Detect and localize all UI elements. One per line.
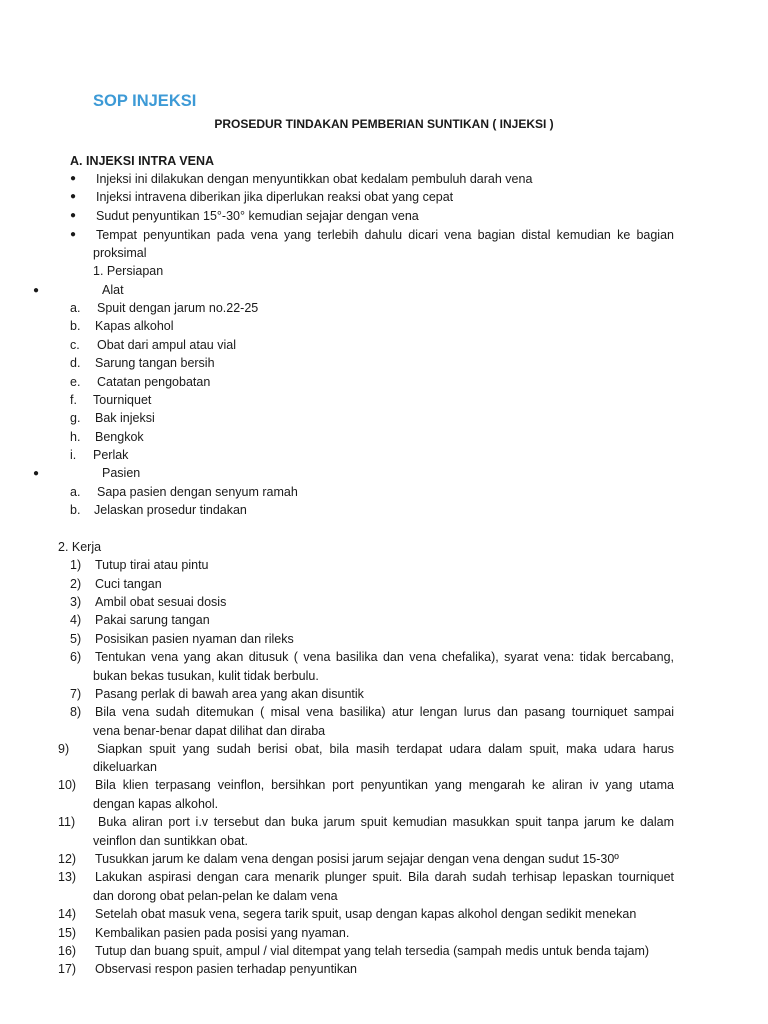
step-text: Pasang perlak di bawah area yang akan disuntik: [95, 687, 364, 701]
list-item: Tourniquet: [93, 393, 152, 407]
step-number: 9): [58, 742, 70, 756]
list-marker: c.: [70, 338, 80, 352]
step-continuation: dikeluarkan: [93, 760, 157, 774]
page-subtitle: PROSEDUR TINDAKAN PEMBERIAN SUNTIKAN ( INJEKSI ): [214, 117, 554, 131]
list-item: Bak injeksi: [95, 411, 155, 425]
list-marker: b.: [70, 319, 81, 333]
alat-label: Alat: [102, 283, 124, 297]
page-title: SOP INJEKSI: [93, 92, 197, 110]
list-item: Obat dari ampul atau vial: [97, 338, 236, 352]
step-number: 7): [70, 687, 82, 701]
step-text: Cuci tangan: [95, 577, 162, 591]
step-text: Posisikan pasien nyaman dan rileks: [95, 632, 294, 646]
subsection-persiapan: 1. Persiapan: [93, 264, 164, 278]
list-item: Perlak: [93, 448, 129, 462]
step-text: Bila vena sudah ditemukan ( misal vena basilika) atur lengan lurus dan pasang tourniquet sampai: [95, 705, 674, 719]
step-number: 5): [70, 632, 82, 646]
list-marker: b.: [70, 503, 81, 517]
bullet-icon: ●: [33, 285, 40, 296]
list-marker: e.: [70, 375, 81, 389]
step-number: 12): [58, 852, 77, 866]
step-text: Siapkan spuit yang sudah berisi obat, bila masih terdapat udara dalam spuit, maka udara harus: [97, 742, 674, 756]
step-text: Buka aliran port i.v tersebut dan buka jarum spuit kemudian masukkan spuit tanpa jarum ke dalam: [98, 815, 674, 829]
step-number: 3): [70, 595, 82, 609]
section-heading: A. INJEKSI INTRA VENA: [70, 154, 215, 168]
bullet-icon: ●: [70, 229, 77, 240]
list-marker: a.: [70, 485, 81, 499]
step-text: Tutup tirai atau pintu: [95, 558, 209, 572]
list-item: Bengkok: [95, 430, 144, 444]
bullet-continuation: proksimal: [93, 246, 147, 260]
step-text: Pakai sarung tangan: [95, 613, 210, 627]
step-text: Tutup dan buang spuit, ampul / vial ditempat yang telah tersedia (sampah medis untuk benda tajam): [95, 944, 650, 958]
list-marker: a.: [70, 301, 81, 315]
list-item: Kapas alkohol: [95, 319, 174, 333]
step-text: Ambil obat sesuai dosis: [95, 595, 227, 609]
list-item: Jelaskan prosedur tindakan: [94, 503, 247, 517]
bullet-text: Tempat penyuntikan pada vena yang terlebih dahulu dicari vena bagian distal kemudian ke bagian: [96, 228, 674, 242]
pasien-label: Pasien: [102, 466, 141, 480]
step-text: Tentukan vena yang akan ditusuk ( vena basilika dan vena chefalika), syarat vena: tidak bercabang,: [95, 650, 674, 664]
step-text: Lakukan aspirasi dengan cara menarik plunger spuit. Bila darah sudah terhisap lepaskan tourniquet: [95, 870, 674, 884]
step-number: 13): [58, 870, 77, 884]
step-number: 15): [58, 926, 77, 940]
subsection-kerja: 2. Kerja: [58, 540, 102, 554]
step-number: 2): [70, 577, 82, 591]
step-continuation: dan dorong obat pelan-pelan ke dalam vena: [93, 889, 338, 903]
list-marker: h.: [70, 430, 81, 444]
step-text: Setelah obat masuk vena, segera tarik spuit, usap dengan kapas alkohol dengan sedikit menekan: [95, 907, 637, 921]
step-number: 16): [58, 944, 77, 958]
step-number: 11): [58, 815, 76, 829]
list-item: Sapa pasien dengan senyum ramah: [97, 485, 298, 499]
step-number: 4): [70, 613, 82, 627]
step-text: Tusukkan jarum ke dalam vena dengan posisi jarum sejajar dengan vena dengan sudut 15-30º: [95, 852, 619, 866]
bullet-icon: ●: [70, 191, 77, 202]
step-number: 17): [58, 962, 77, 976]
step-number: 6): [70, 650, 82, 664]
list-marker: f.: [70, 393, 77, 407]
step-number: 8): [70, 705, 82, 719]
step-text: Kembalikan pasien pada posisi yang nyaman.: [95, 926, 350, 940]
step-continuation: veinflon dan suntikkan obat.: [93, 834, 248, 848]
list-item: Catatan pengobatan: [97, 375, 211, 389]
list-marker: d.: [70, 356, 81, 370]
bullet-text: Injeksi intravena diberikan jika diperlukan reaksi obat yang cepat: [96, 190, 454, 204]
list-item: Sarung tangan bersih: [95, 356, 215, 370]
step-number: 14): [58, 907, 77, 921]
step-number: 10): [58, 778, 77, 792]
list-item: Spuit dengan jarum no.22-25: [97, 301, 259, 315]
bullet-text: Injeksi ini dilakukan dengan menyuntikkan obat kedalam pembuluh darah vena: [96, 172, 533, 186]
bullet-icon: ●: [70, 173, 77, 184]
step-number: 1): [70, 558, 82, 572]
list-marker: i.: [70, 448, 77, 462]
bullet-icon: ●: [70, 210, 77, 221]
step-continuation: bukan bekas tusukan, kulit tidak berbulu.: [93, 669, 319, 683]
bullet-text: Sudut penyuntikan 15°-30° kemudian sejajar dengan vena: [96, 209, 419, 223]
bullet-icon: ●: [33, 468, 40, 479]
step-continuation: dengan kapas alkohol.: [93, 797, 219, 811]
step-text: Bila klien terpasang veinflon, bersihkan port penyuntikan yang mengarah ke aliran iv yang utama: [95, 778, 674, 792]
step-continuation: vena benar-benar dapat dilihat dan diraba: [93, 724, 326, 738]
list-marker: g.: [70, 411, 81, 425]
step-text: Observasi respon pasien terhadap penyuntikan: [95, 962, 357, 976]
